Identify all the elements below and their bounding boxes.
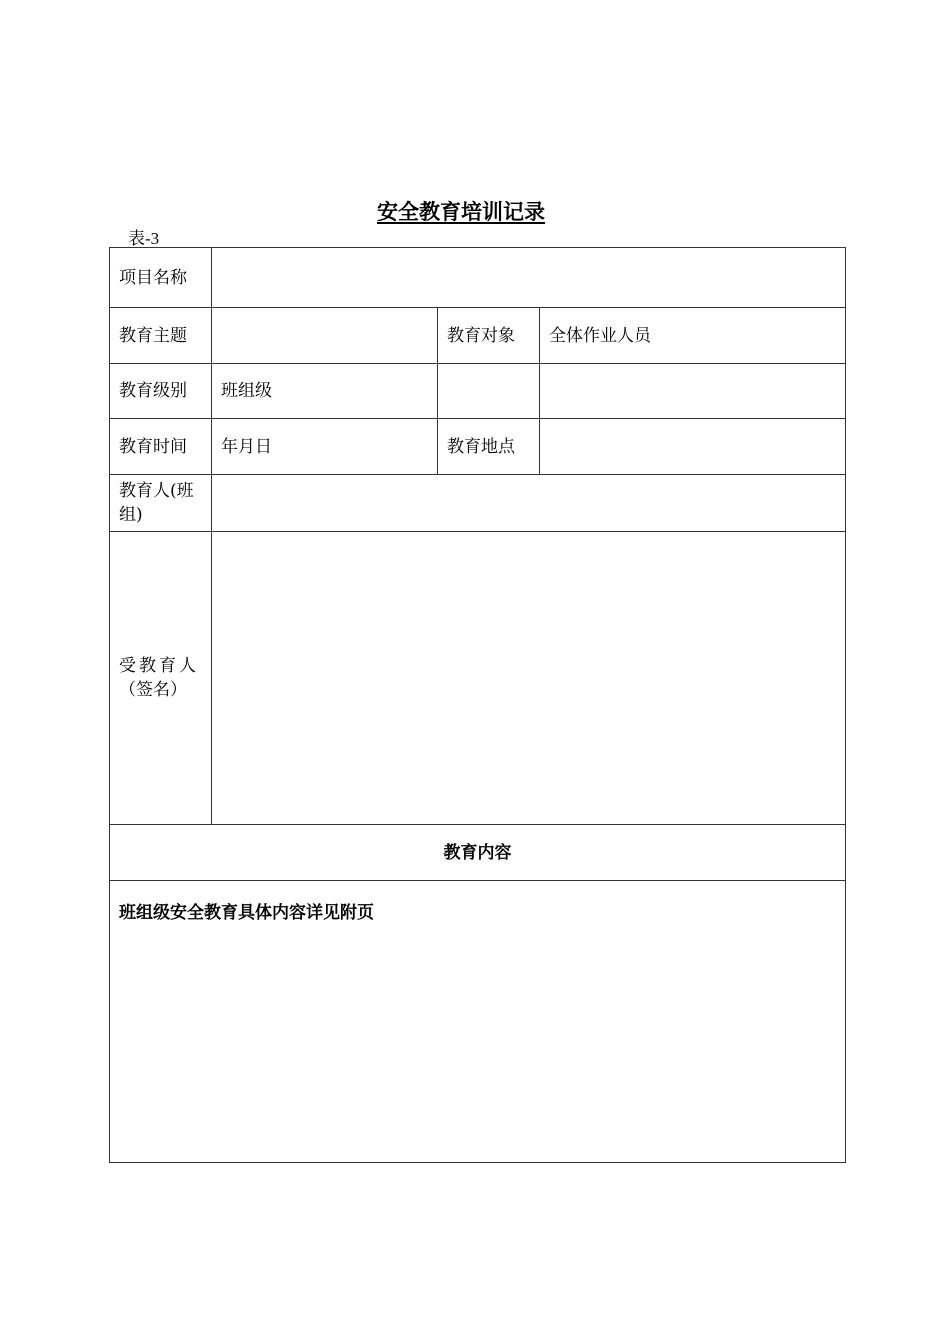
project-name-value[interactable] — [212, 248, 846, 308]
educator-label: 教育人(班组) — [110, 475, 212, 532]
trainees-signature-area[interactable] — [212, 532, 846, 825]
location-value[interactable] — [540, 419, 846, 475]
trainees-label — [110, 532, 212, 825]
level-label: 教育级别 — [110, 364, 212, 419]
content-header: 教育内容 — [110, 825, 846, 881]
educator-value[interactable] — [212, 475, 846, 532]
row-content-header — [110, 825, 846, 881]
content-body[interactable]: 班组级安全教育具体内容详见附页 — [110, 881, 846, 1163]
target-value[interactable]: 全体作业人员 — [540, 308, 846, 364]
trainees-label-line2: （签名） — [119, 680, 187, 700]
level-value[interactable]: 班组级 — [212, 364, 438, 419]
row-time-location — [110, 419, 846, 475]
blank-value-cell[interactable] — [540, 364, 846, 419]
time-value[interactable]: 年月日 — [212, 419, 438, 475]
project-name-label: 项目名称 — [110, 248, 212, 308]
row-content — [110, 881, 846, 1163]
row-project-name — [110, 248, 846, 308]
topic-label: 教育主题 — [110, 308, 212, 364]
row-level — [110, 364, 846, 419]
row-topic-target — [110, 308, 846, 364]
target-label: 教育对象 — [438, 308, 540, 364]
topic-value[interactable] — [212, 308, 438, 364]
blank-label-cell — [438, 364, 540, 419]
time-label: 教育时间 — [110, 419, 212, 475]
row-educator — [110, 475, 846, 532]
trainees-label-line1: 受教育人 — [119, 656, 199, 676]
location-label: 教育地点 — [438, 419, 540, 475]
row-trainees — [110, 532, 846, 825]
training-record-table — [109, 247, 846, 1163]
form-number: 表-3 — [128, 229, 160, 248]
document-title: 安全教育培训记录 — [377, 200, 545, 224]
